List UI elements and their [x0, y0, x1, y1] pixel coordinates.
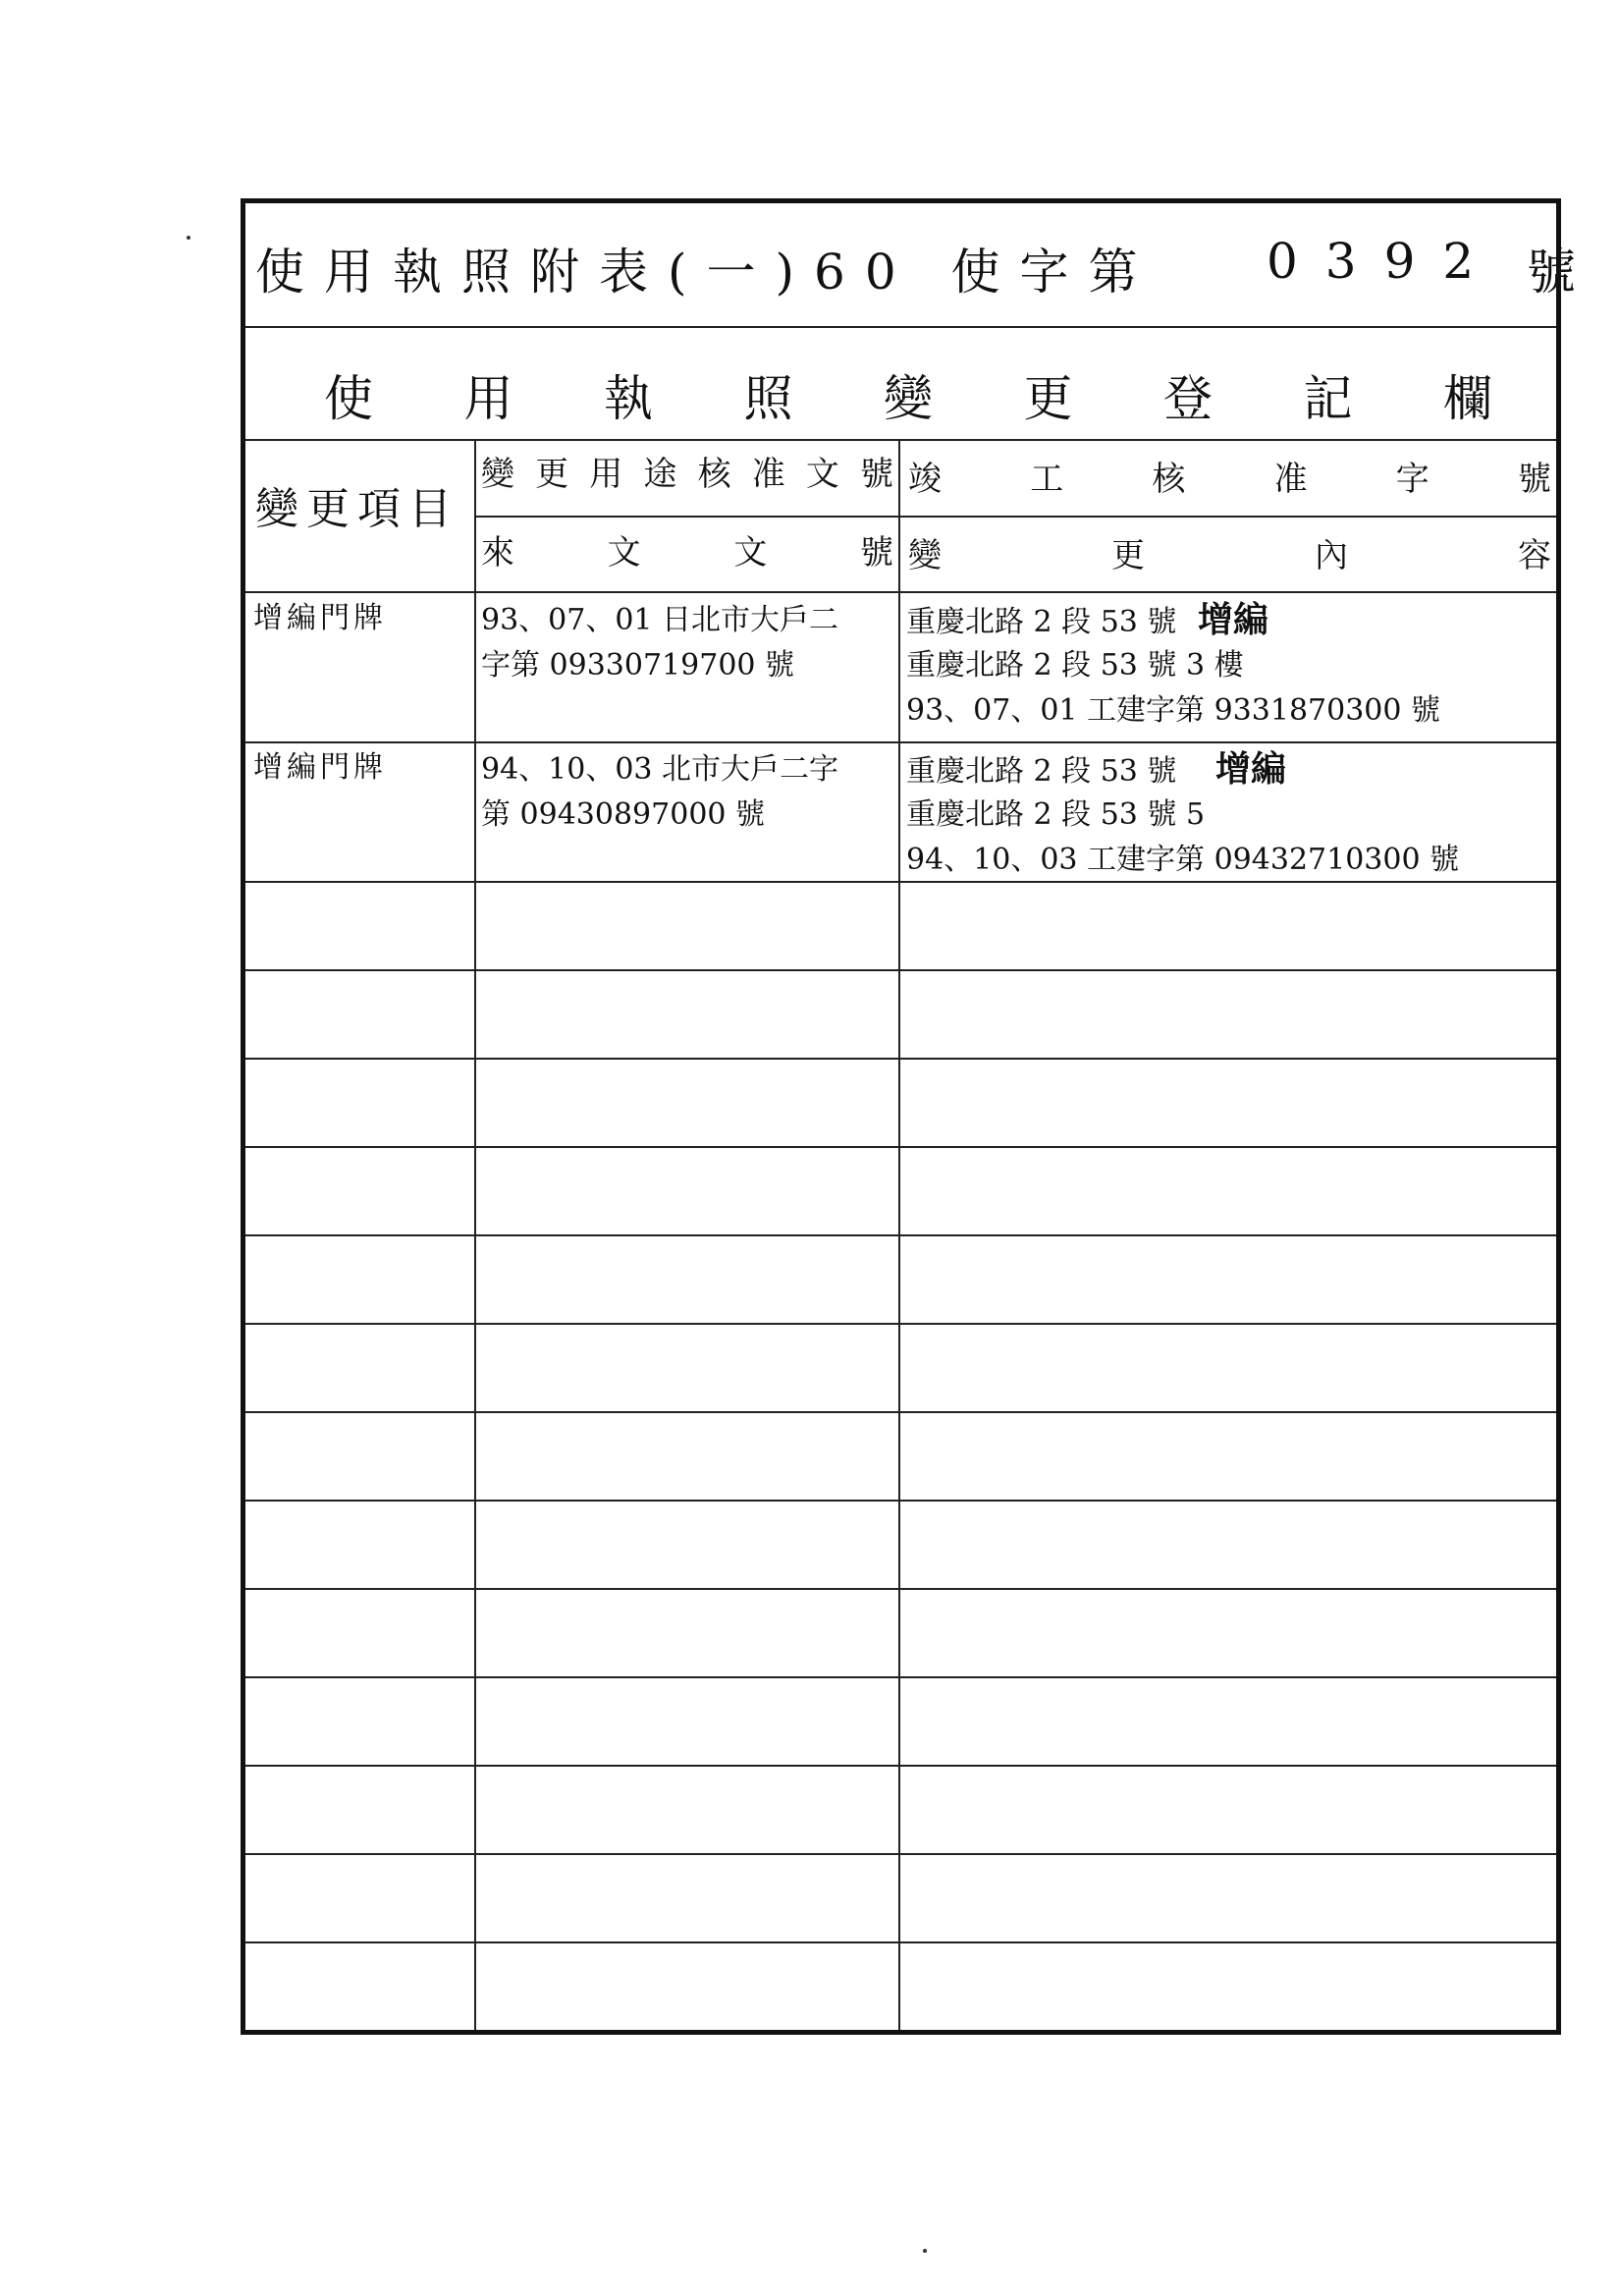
header-char: 號 — [1517, 460, 1551, 499]
header-char: 文 — [607, 533, 641, 573]
row-1-content-line-1 — [906, 598, 1268, 645]
row-2-doc-line-2: 第 09430897000 號 — [481, 797, 766, 832]
header-char: 字 — [1395, 460, 1429, 499]
row-1-mark: 增編 — [1197, 600, 1268, 640]
row-1-doc-line-1: 93、07、01 日北市大戶二 — [481, 603, 839, 637]
row-2-content-line-3: 94、10、03 工建字第 09432710300 號 — [906, 843, 1460, 877]
header-char: 文 — [805, 455, 839, 494]
header-char: 號 — [859, 455, 893, 494]
header-char: 准 — [751, 455, 785, 494]
form-title-suffix: 號 — [1527, 244, 1576, 301]
section-title-char: 欄 — [1443, 370, 1492, 427]
header-char: 核 — [697, 455, 731, 494]
header-char: 核 — [1152, 460, 1186, 499]
header-char: 途 — [643, 455, 677, 494]
row-1-item: 增編門牌 — [253, 601, 387, 635]
row-2-content-line-2: 重慶北路 2 段 53 號 5 — [906, 797, 1206, 832]
header-approval-number — [481, 449, 893, 493]
row-2-doc-line-1: 94、10、03 北市大戶二字 — [481, 752, 839, 787]
header-char: 內 — [1315, 536, 1348, 575]
row-1-doc-line-2: 字第 09330719700 號 — [481, 648, 795, 683]
header-change-item: 變更項目 — [255, 484, 459, 534]
header-char: 更 — [535, 455, 569, 494]
section-title-char: 照 — [743, 370, 793, 427]
row-2-address: 重慶北路 2 段 53 號 — [906, 754, 1177, 789]
header-char: 工 — [1030, 460, 1064, 499]
row-1-content-line-3: 93、07、01 工建字第 9331870300 號 — [906, 693, 1440, 728]
permit-serial-number: 0392 — [1267, 233, 1502, 290]
form-title-prefix: 使用執照附表(一)60 使字第 — [255, 244, 1158, 301]
header-char: 准 — [1273, 460, 1308, 499]
header-incoming-number — [481, 527, 893, 572]
header-char: 更 — [1111, 536, 1145, 575]
row-1-address: 重慶北路 2 段 53 號 — [906, 605, 1177, 639]
row-2-mark: 增編 — [1214, 749, 1286, 790]
header-char: 變 — [908, 536, 942, 575]
section-title — [324, 360, 1492, 429]
header-char: 文 — [733, 533, 768, 573]
header-char: 用 — [589, 455, 623, 494]
section-title-char: 執 — [604, 370, 653, 427]
form-title — [255, 233, 1576, 301]
header-char: 來 — [481, 533, 514, 573]
section-title-char: 用 — [463, 370, 513, 427]
section-title-char: 使 — [324, 370, 373, 427]
header-char: 竣 — [908, 460, 942, 499]
header-char: 容 — [1518, 536, 1551, 575]
header-completion-number — [908, 454, 1551, 498]
section-title-char: 更 — [1023, 370, 1073, 427]
row-2-content-line-1 — [906, 747, 1286, 794]
section-title-char: 變 — [884, 370, 933, 427]
row-2-item: 增編門牌 — [253, 750, 387, 785]
header-char: 號 — [859, 533, 893, 573]
section-title-char: 記 — [1303, 370, 1353, 427]
scan-speck — [923, 2249, 927, 2253]
header-change-content — [908, 530, 1551, 574]
header-char: 變 — [481, 455, 514, 494]
usage-permit-change-form — [241, 198, 1576, 2035]
section-title-char: 登 — [1163, 370, 1213, 427]
row-1-content-line-2: 重慶北路 2 段 53 號 3 樓 — [906, 648, 1244, 683]
scan-speck — [187, 236, 190, 240]
